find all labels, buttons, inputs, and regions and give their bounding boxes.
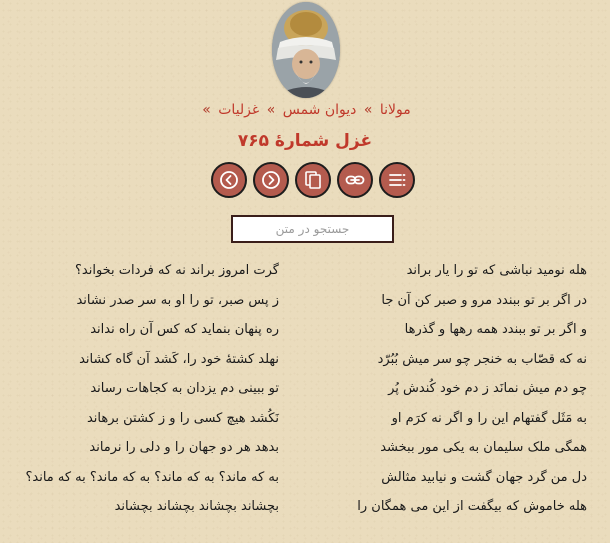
bayt-row [0,317,610,346]
poet-avatar [272,2,340,98]
bayt-row [0,465,610,494]
link-button[interactable] [337,162,373,198]
breadcrumb [0,102,610,118]
verse-second-hemistich: ره پنهان بنماید که کس آن راه نداند [90,322,279,337]
bayt-row [0,406,610,435]
breadcrumb-poet-link[interactable]: مولانا [379,102,411,118]
verse-first-hemistich: چو دم میش نمانَد ز دم خود کُندش پُر [388,381,587,396]
verse-second-hemistich: تو ببینی دم یزدان به کجاهات رساند [90,381,279,396]
breadcrumb-separator: » [363,102,373,118]
breadcrumb-separator: » [266,102,276,118]
verse-second-hemistich: ز پس صبر، تو را او به سر صدر نشاند [76,292,279,308]
menu-button[interactable] [379,162,415,198]
verse-second-hemistich: گرت امروز براند نه که فردات بخواند؟ [75,263,279,278]
verse-second-hemistich: به که ماند؟ به که ماند؟ به که ماند؟ به که ماند؟ [25,469,279,485]
search-input[interactable] [231,215,394,243]
verse-first-hemistich: به مَثَل گفتهام این را و اگر نه کرَم او [391,410,587,426]
verse-second-hemistich: بچشاند بچشاند بچشاند بچشاند [114,499,279,514]
verse-first-hemistich: هله نومید نباشی که تو را یار براند [406,263,587,278]
bayt-row [0,288,610,317]
copy-icon [303,170,323,190]
breadcrumb-separator: » [202,102,211,118]
breadcrumb-book-link[interactable]: دیوان شمس [282,102,357,118]
poem-body [0,258,610,543]
bayt-row [0,258,610,287]
list-menu-icon [387,170,407,190]
bayt-row [0,435,610,464]
next-button[interactable] [253,162,289,198]
verse-first-hemistich: در اگر بر تو ببندد مرو و صبر کن آن جا [381,292,587,308]
verse-first-hemistich: همگی ملک سلیمان به یکی مور ببخشد [380,440,587,455]
previous-button[interactable] [211,162,247,198]
bayt-row [0,347,610,376]
arrow-left-circle-icon [219,170,239,190]
verse-first-hemistich: نه که قصّاب به خنجر چو سر میش بُبُرّد [377,351,587,367]
copy-button[interactable] [295,162,331,198]
verse-first-hemistich: هله خاموش که بیگفت از این می همگان را [357,499,587,514]
verse-second-hemistich: نَکُشد هیچ کسی را و ز کشتن برهاند [86,410,279,426]
verse-first-hemistich: دل من گرد جهان گشت و نیابید مثالش [381,469,587,485]
arrow-right-circle-icon [261,170,281,190]
verse-second-hemistich: بدهد هر دو جهان را و دلی را نرماند [89,440,279,455]
breadcrumb-section-link[interactable]: غزلیات [218,102,260,118]
link-icon [345,170,365,190]
verse-second-hemistich: نهلد کشتهٔ خود را، کَشد آن گاه کشاند [79,351,279,367]
page-title: غزل شمارهٔ ۷۶۵ [237,131,373,151]
verse-first-hemistich: و اگر بر تو ببندد همه رهها و گذرها [404,322,587,337]
bayt-row [0,376,610,405]
poet-portrait-image [272,2,340,98]
toolbar [211,162,415,198]
bayt-row [0,494,610,523]
